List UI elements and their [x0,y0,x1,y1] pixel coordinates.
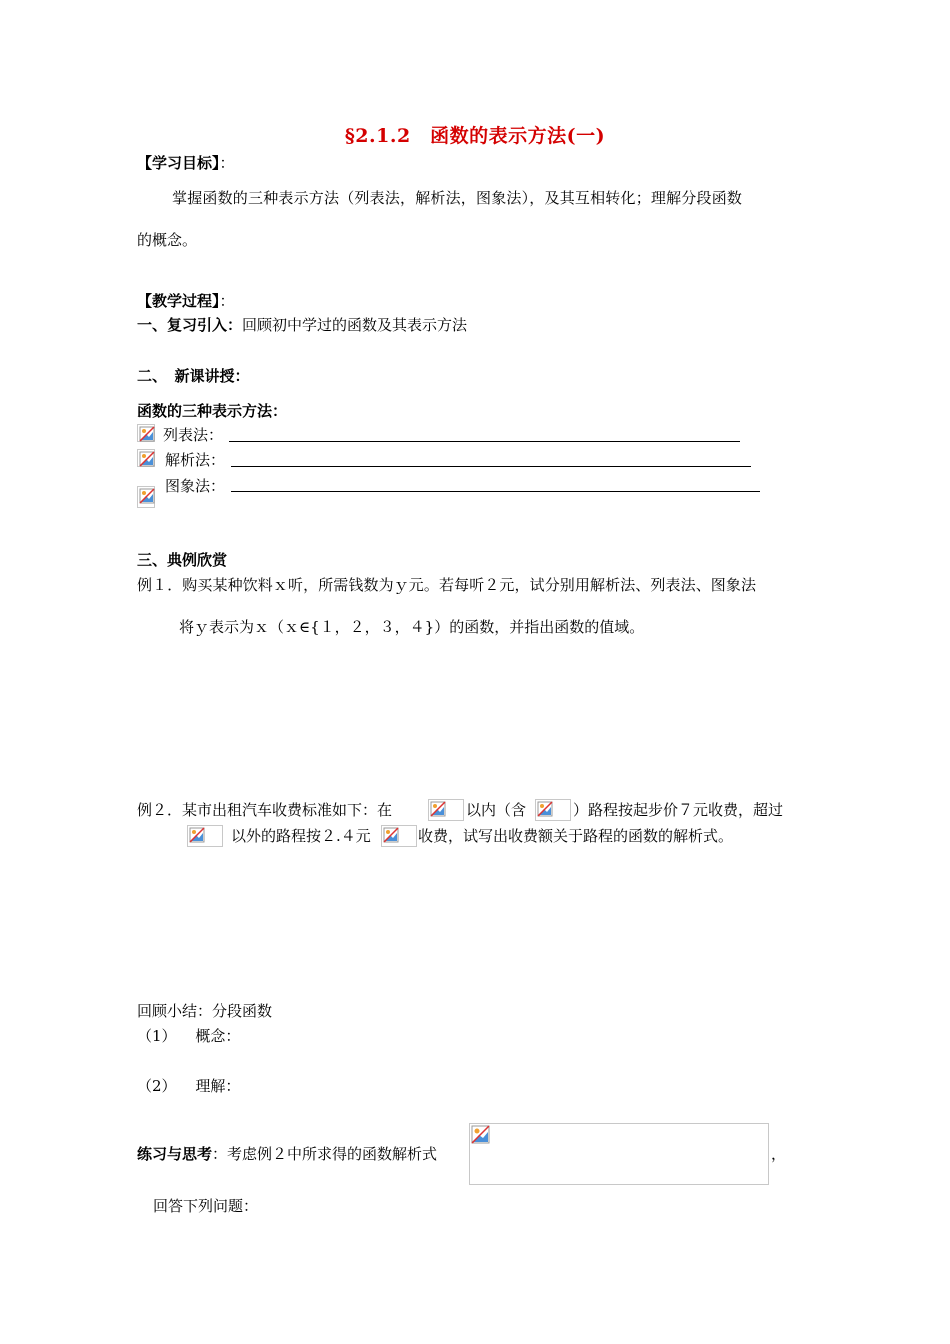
broken-image-glyph [429,800,447,818]
objective-line-1: 掌握函数的三种表示方法（列表法，解析法，图象法），及其互相转化；理解分段函数 [172,189,743,207]
broken-image-glyph [138,425,156,443]
practice-comma: ， [771,1145,787,1163]
method-graph: 图象法： [165,477,226,495]
objective-heading-row [137,153,235,173]
practice-label: 练习与思考 [137,1145,213,1163]
method-analytic: 解析法： [165,451,226,469]
summary-item-1-number: （1） [137,1027,177,1045]
formula-image-placeholder [381,825,417,847]
broken-image-icon [137,486,155,508]
practice-text: ：考虑例２中所求得的函数解析式 [212,1145,438,1163]
broken-image-icon [137,424,155,442]
summary-item-2-number: （2） [137,1077,177,1095]
broken-image-glyph [470,1124,492,1146]
method-list: 列表法： [163,426,224,444]
formula-image-placeholder [469,1123,769,1185]
process-heading: 【教学过程】 [137,292,220,310]
examples-heading: 三、典例欣赏 [137,551,228,569]
review-label: 一、复习引入： [137,316,243,334]
review-text: 回顾初中学过的函数及其表示方法 [242,316,468,334]
broken-image-glyph [536,800,554,818]
example-2-part-d: 以外的路程按２.４元 [231,827,371,845]
example-1-line-1: 例１．购买某种饮料ｘ听，所需钱数为ｙ元。若每听２元，试分别用解析法、列表法、图象法 [137,576,757,594]
page-title: §2.1.2 函数的表示方法(一) [344,125,606,147]
summary-heading: 回顾小结：分段函数 [137,1002,273,1020]
review-row [137,315,467,335]
objective-line-2: 的概念。 [137,231,198,249]
practice-answer: 回答下列问题： [153,1197,259,1215]
process-heading-row [137,291,235,311]
new-lesson-heading: 二、 新课讲授： [137,367,250,385]
process-colon: ： [219,292,235,310]
example-2-part-c: ）路程按起步价７元收费，超过 [573,801,784,819]
summary-item-1 [137,1026,240,1046]
example-1-line-2: 将ｙ表示为ｘ（ｘ∈{１，２，３，４}）的函数，并指出函数的值域。 [179,618,645,636]
objective-heading: 【学习目标】 [137,154,220,172]
broken-image-glyph [382,826,400,844]
formula-image-placeholder [428,799,464,821]
formula-image-placeholder [187,825,223,847]
practice-row [137,1144,437,1164]
objective-colon: ： [219,154,235,172]
summary-item-2 [137,1076,240,1096]
method-list-blank [229,441,740,442]
example-2-part-a: 例２．某市出租汽车收费标准如下：在 [137,801,393,819]
broken-image-icon [137,449,155,467]
method-analytic-blank [231,466,751,467]
formula-image-placeholder [535,799,571,821]
broken-image-glyph [138,450,156,468]
example-2-part-b: 以内（含 [466,801,527,819]
broken-image-glyph [188,826,206,844]
method-graph-blank [231,491,760,492]
summary-item-2-text: 理解： [195,1077,241,1095]
three-methods-heading: 函数的三种表示方法： [137,402,288,420]
summary-item-1-text: 概念： [195,1027,241,1045]
example-2-part-e: 收费，试写出收费额关于路程的函数的解析式。 [418,827,734,845]
broken-image-glyph [138,487,156,505]
